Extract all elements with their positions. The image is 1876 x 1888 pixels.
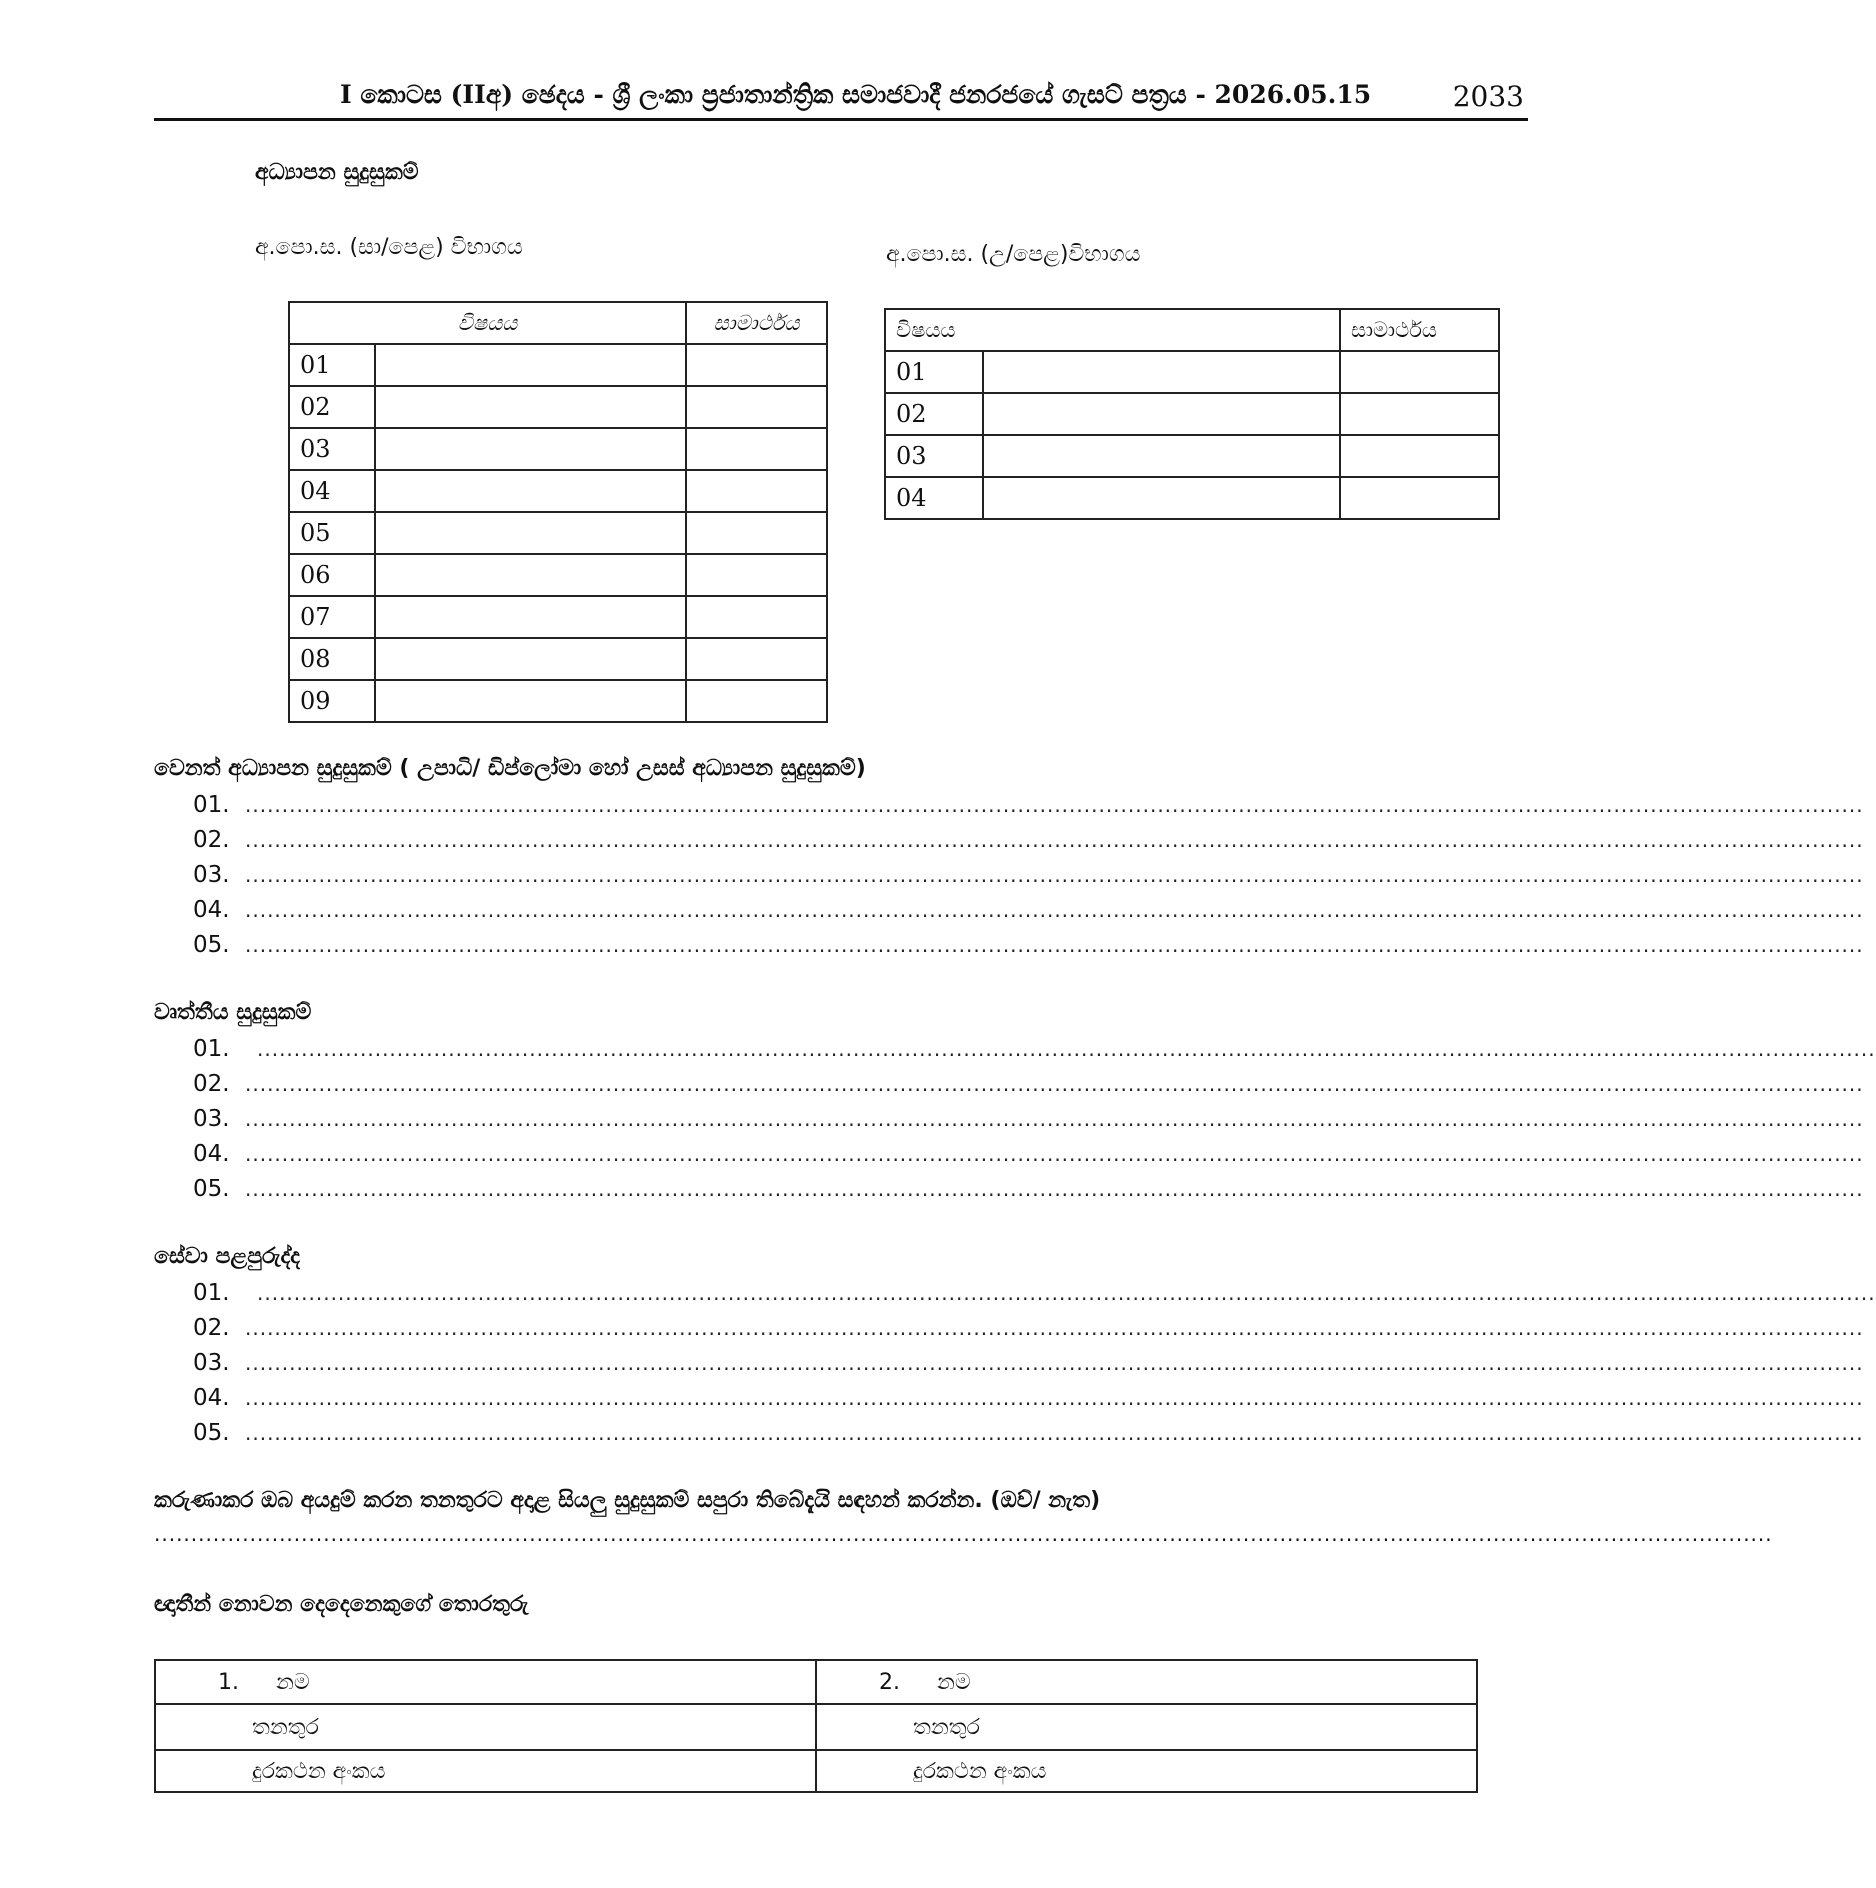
ol-row-number: 08: [289, 638, 375, 680]
referee-1-position-label: තනතුර: [252, 1714, 319, 1740]
list-item[interactable]: [193, 822, 1864, 857]
al-subject-cell[interactable]: [983, 393, 1340, 435]
al-result-cell[interactable]: [1340, 351, 1499, 393]
referee-2-number: 2.: [879, 1669, 900, 1695]
referee-2-phone-label: දුරකථන අංකය: [913, 1758, 1047, 1784]
list-item-number: 05.: [193, 931, 230, 958]
list-item-number: 05.: [193, 1175, 230, 1202]
list-item-number: 02.: [193, 826, 230, 853]
ol-exam-title: අ.පො.ස. (සා/පෙළ) විභාගය: [255, 235, 523, 260]
ol-result-cell[interactable]: [686, 596, 827, 638]
ol-result-cell[interactable]: [686, 638, 827, 680]
referee-2-name-cell[interactable]: [816, 1660, 1477, 1704]
ol-results-table: [288, 301, 828, 723]
al-subject-cell[interactable]: [983, 435, 1340, 477]
other-education-title: වෙනත් අධ්‍යාපන සුදුසුකම් ( උපාධි/ ඩිප්ලෝමා හෝ උසස් අධ්‍යාපන සුදුසුකම්): [154, 756, 866, 781]
ol-result-cell[interactable]: [686, 470, 827, 512]
al-exam-title: අ.පො.ස. (උ/පෙළ)විභාගය: [886, 242, 1141, 267]
header-divider: [154, 118, 1528, 121]
al-row-number: 02: [885, 393, 983, 435]
service-experience-title: සේවා පළපුරුද්ද: [154, 1244, 301, 1269]
referee-1-number: 1.: [218, 1669, 239, 1695]
fill-in-line[interactable]: ............................................................................................................................................................................................................................: [245, 1071, 1864, 1096]
ol-result-cell[interactable]: [686, 428, 827, 470]
referee-1-phone-label: දුරකථන අංකය: [252, 1758, 386, 1784]
ol-result-cell[interactable]: [686, 680, 827, 722]
ol-result-cell[interactable]: [686, 512, 827, 554]
ol-row-number: 04: [289, 470, 375, 512]
professional-qualifications-list: [193, 1031, 1876, 1206]
ol-subject-cell[interactable]: [375, 470, 686, 512]
list-item[interactable]: [193, 787, 1864, 822]
page-number: 2033: [1452, 80, 1524, 113]
list-item-number: 01.: [193, 1279, 230, 1306]
ol-row-number: 07: [289, 596, 375, 638]
fill-in-line[interactable]: ............................................................................................................................................................................................................................: [245, 1420, 1864, 1445]
referee-2-position-cell[interactable]: [816, 1704, 1477, 1750]
referees-title: ඥාතීන් නොවන දෙදෙනෙකුගේ තොරතුරු: [154, 1592, 529, 1617]
ol-subject-cell[interactable]: [375, 512, 686, 554]
ol-result-cell[interactable]: [686, 386, 827, 428]
ol-subject-cell[interactable]: [375, 344, 686, 386]
list-item-number: 04.: [193, 1384, 230, 1411]
list-item-number: 05.: [193, 1419, 230, 1446]
fill-in-line[interactable]: ............................................................................................................................................................................................................................: [257, 1280, 1876, 1305]
list-item[interactable]: [193, 1345, 1864, 1380]
ol-result-cell[interactable]: [686, 554, 827, 596]
list-item[interactable]: [193, 1171, 1864, 1206]
professional-qualifications-title: වෘත්තීය සුදුසුකම්: [154, 1000, 312, 1025]
list-item-number: 02.: [193, 1314, 230, 1341]
service-experience-list: [193, 1275, 1876, 1450]
list-item[interactable]: [193, 1310, 1864, 1345]
list-item[interactable]: [193, 1136, 1864, 1171]
referee-2-position-label: තනතුර: [913, 1714, 980, 1740]
ol-subject-cell[interactable]: [375, 680, 686, 722]
ol-row-number: 03: [289, 428, 375, 470]
fill-in-line[interactable]: ............................................................................................................................................................................................................................: [154, 1522, 1773, 1546]
fill-in-line[interactable]: ............................................................................................................................................................................................................................: [245, 792, 1864, 817]
ol-subject-header: විෂයය: [289, 302, 686, 344]
al-result-cell[interactable]: [1340, 435, 1499, 477]
referee-1-phone-cell[interactable]: [155, 1750, 816, 1792]
fill-in-line[interactable]: ............................................................................................................................................................................................................................: [245, 1315, 1864, 1340]
list-item[interactable]: [193, 1275, 1876, 1310]
fill-in-line[interactable]: ............................................................................................................................................................................................................................: [245, 1141, 1864, 1166]
al-result-header: සාමාර්ථය: [1340, 309, 1499, 351]
referee-1-name-cell[interactable]: [155, 1660, 816, 1704]
referee-2-name-label: නම: [937, 1669, 971, 1695]
ol-result-header: සාමාර්ථය: [686, 302, 827, 344]
list-item-number: 04.: [193, 1140, 230, 1167]
al-results-table: [884, 308, 1500, 520]
ol-subject-cell[interactable]: [375, 596, 686, 638]
referee-1-name-label: නම: [276, 1669, 310, 1695]
ol-subject-cell[interactable]: [375, 428, 686, 470]
list-item-number: 03.: [193, 1105, 230, 1132]
list-item-number: 01.: [193, 1035, 230, 1062]
list-item-number: 03.: [193, 861, 230, 888]
fill-in-line[interactable]: ............................................................................................................................................................................................................................: [245, 1106, 1864, 1131]
list-item[interactable]: [193, 1066, 1864, 1101]
fill-in-line[interactable]: ............................................................................................................................................................................................................................: [245, 827, 1864, 852]
fill-in-line[interactable]: ............................................................................................................................................................................................................................: [245, 897, 1864, 922]
other-education-list: [193, 787, 1864, 962]
list-item[interactable]: [193, 927, 1864, 962]
qualification-confirmation-question: කරුණාකර ඔබ අයදුම් කරන තනතුරට අදාළ සියලු සුදුසුකම් සපුරා තිබේදැයි සඳහන් කරන්න. (ඔව්/ නැත): [154, 1488, 1101, 1513]
al-subject-cell[interactable]: [983, 351, 1340, 393]
list-item-number: 03.: [193, 1349, 230, 1376]
list-item[interactable]: [193, 892, 1864, 927]
ol-subject-cell[interactable]: [375, 638, 686, 680]
list-item[interactable]: [193, 1101, 1864, 1136]
ol-subject-cell[interactable]: [375, 386, 686, 428]
fill-in-line[interactable]: ............................................................................................................................................................................................................................: [257, 1036, 1876, 1061]
al-row-number: 03: [885, 435, 983, 477]
gazette-header-title: I කොටස (IIඅ) ඡෙදය - ශ්‍රී ලංකා ප්‍රජාතාන්ත්‍රික සමාජවාදී ජනරජයේ ගැසට් පත්‍රය - 2026.05.15: [340, 80, 1372, 109]
fill-in-line[interactable]: ............................................................................................................................................................................................................................: [245, 1176, 1864, 1201]
ol-result-cell[interactable]: [686, 344, 827, 386]
ol-row-number: 06: [289, 554, 375, 596]
al-result-cell[interactable]: [1340, 477, 1499, 519]
fill-in-line[interactable]: ............................................................................................................................................................................................................................: [245, 932, 1864, 957]
referees-table: [154, 1659, 1478, 1793]
referee-2-phone-cell[interactable]: [816, 1750, 1477, 1792]
al-subject-header: විෂයය: [885, 309, 1340, 351]
al-result-cell[interactable]: [1340, 393, 1499, 435]
ol-row-number: 01: [289, 344, 375, 386]
ol-row-number: 09: [289, 680, 375, 722]
list-item-number: 04.: [193, 896, 230, 923]
list-item[interactable]: [193, 1031, 1876, 1066]
list-item-number: 01.: [193, 791, 230, 818]
list-item[interactable]: [193, 1380, 1864, 1415]
ol-row-number: 02: [289, 386, 375, 428]
al-row-number: 04: [885, 477, 983, 519]
confirmation-answer-line[interactable]: [154, 1522, 1773, 1552]
ol-subject-cell[interactable]: [375, 554, 686, 596]
list-item[interactable]: [193, 857, 1864, 892]
al-subject-cell[interactable]: [983, 477, 1340, 519]
fill-in-line[interactable]: ............................................................................................................................................................................................................................: [245, 1350, 1864, 1375]
education-section-title: අධ්‍යාපන සුදුසුකම්: [255, 160, 419, 185]
al-row-number: 01: [885, 351, 983, 393]
fill-in-line[interactable]: ............................................................................................................................................................................................................................: [245, 1385, 1864, 1410]
fill-in-line[interactable]: ............................................................................................................................................................................................................................: [245, 862, 1864, 887]
ol-row-number: 05: [289, 512, 375, 554]
list-item-number: 02.: [193, 1070, 230, 1097]
list-item[interactable]: [193, 1415, 1864, 1450]
referee-1-position-cell[interactable]: [155, 1704, 816, 1750]
